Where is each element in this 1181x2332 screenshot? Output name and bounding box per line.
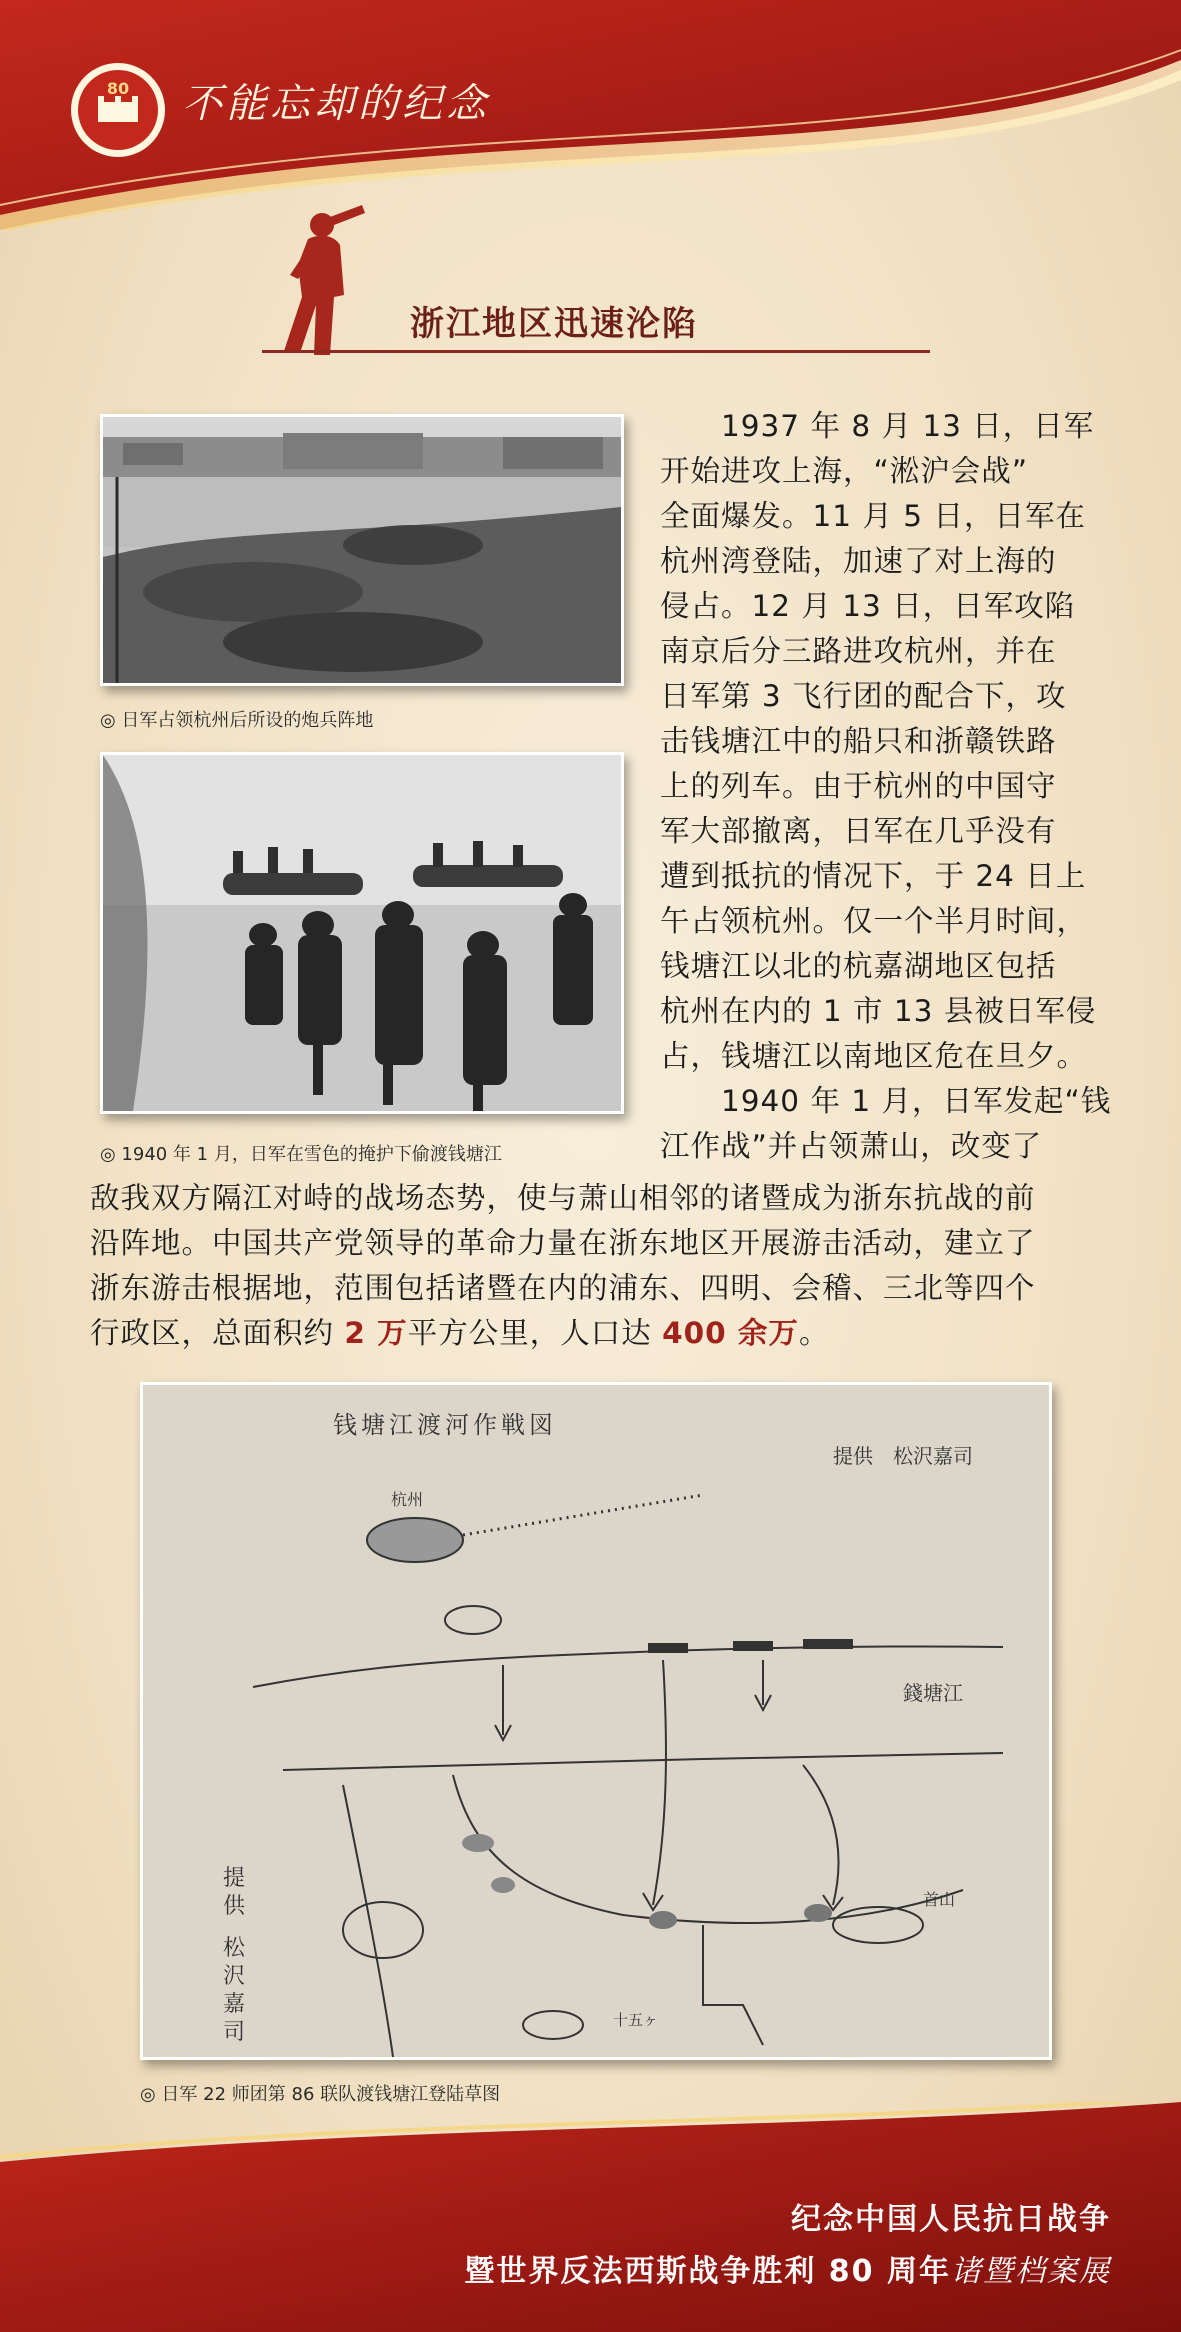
- bugler-silhouette-icon: [270, 205, 370, 355]
- text-line: 侵占。12 月 13 日，日军攻陷: [660, 589, 1076, 623]
- summary-suffix: 。: [798, 1316, 830, 1350]
- text-line: 1937 年 8 月 13 日，日军: [660, 409, 1095, 443]
- footer-exhibit-name: 诸暨档案展: [951, 2254, 1111, 2289]
- text-line: 击钱塘江中的船只和浙赣铁路: [660, 724, 1057, 758]
- artillery-position-photo: [100, 414, 624, 686]
- map-label-hangzhou: 杭州: [391, 1490, 424, 1509]
- narrative-column: [660, 404, 1112, 1169]
- text-line: 上的列车。由于杭州的中国守: [660, 769, 1057, 803]
- river-crossing-photo: [100, 752, 624, 1114]
- anniversary-logo: [68, 60, 168, 160]
- text-line: 全面爆发。11 月 5 日，日军在: [660, 499, 1086, 533]
- map-credit-vertical: 提供松沢嘉司: [223, 1866, 246, 2045]
- text-line: 午占领杭州。仅一个半月时间，: [660, 904, 1088, 938]
- footer-line-1: 纪念中国人民抗日战争: [791, 2202, 1111, 2237]
- summary-prefix: 行政区，总面积约: [90, 1316, 345, 1350]
- map-credit: 提供 松沢嘉司: [833, 1444, 973, 1468]
- text-line: 日军第 3 飞行团的配合下，攻: [660, 679, 1067, 713]
- map-label-river: 錢塘江: [903, 1681, 963, 1705]
- header-banner: [0, 0, 1181, 230]
- map-title: 钱塘江渡河作戦図: [333, 1411, 557, 1439]
- narrative-full-width: [90, 1176, 1100, 1356]
- photo2-caption: ◎ 1940 年 1 月，日军在雪色的掩护下偷渡钱塘江: [100, 1144, 502, 1165]
- footer-line-2-main: 暨世界反法西斯战争胜利 80 周年: [464, 2254, 951, 2289]
- text-line: 钱塘江以北的杭嘉湖地区包括: [660, 949, 1057, 983]
- logo-number: 80: [106, 79, 130, 98]
- text-line: 敌我双方隔江对峙的战场态势，使与萧山相邻的诸暨成为浙东抗战的前: [90, 1181, 1036, 1215]
- text-line: 南京后分三路进攻杭州，并在: [660, 634, 1057, 668]
- text-line: 沿阵地。中国共产党领导的革命力量在浙东地区开展游击活动，建立了: [90, 1226, 1036, 1260]
- population-value: 400 余万: [662, 1316, 799, 1350]
- map-label-shoutan: 首山: [923, 1890, 956, 1909]
- area-value: 2 万: [344, 1316, 408, 1350]
- text-line: 军大部撤离，日军在几乎没有: [660, 814, 1057, 848]
- map-label-shiwu: 十五ヶ: [613, 2011, 659, 2029]
- photo1-caption: ◎ 日军占领杭州后所设的炮兵阵地: [100, 710, 374, 731]
- text-line: 开始进攻上海，“淞沪会战”: [660, 454, 1029, 488]
- text-line: 杭州在内的 1 市 13 县被日军侵: [660, 994, 1097, 1028]
- summary-mid: 平方公里，人口达: [407, 1316, 663, 1350]
- map-caption: ◎ 日军 22 师团第 86 联队渡钱塘江登陆草图: [140, 2084, 501, 2105]
- text-line: 杭州湾登陆，加速了对上海的: [660, 544, 1057, 578]
- text-line: 江作战”并占领萧山，改变了: [660, 1129, 1043, 1163]
- header-slogan: 不能忘却的纪念: [182, 81, 490, 127]
- text-line: 浙东游击根据地，范围包括诸暨在内的浦东、四明、会稽、三北等四个: [90, 1271, 1036, 1305]
- text-line: 1940 年 1 月，日军发起“钱: [660, 1084, 1112, 1118]
- crossing-battle-map: [140, 1382, 1052, 2060]
- title-divider: [262, 350, 930, 353]
- section-title: 浙江地区迅速沦陷: [410, 304, 698, 344]
- text-line: 占，钱塘江以南地区危在旦夕。: [660, 1039, 1088, 1073]
- summary-line: [90, 1311, 1100, 1356]
- text-line: 遭到抵抗的情况下，于 24 日上: [660, 859, 1087, 893]
- footer-line-2: [464, 2246, 1111, 2290]
